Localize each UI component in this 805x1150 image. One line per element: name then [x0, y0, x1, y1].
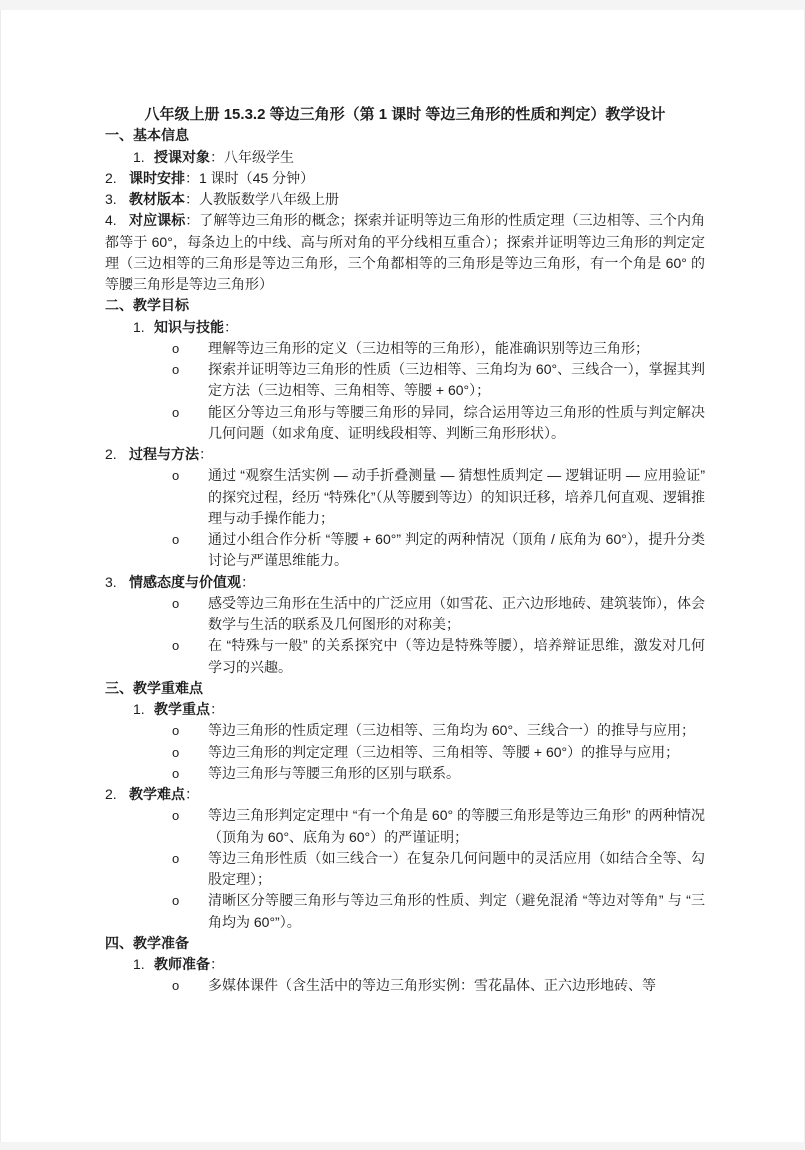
bullet-marker: o — [172, 638, 180, 654]
bullet-text: 在 “特殊与一般” 的关系探究中（等边是特殊等腰），培养辩证思维，激发对几何学习的兴趣。 — [208, 637, 705, 675]
list-item — [105, 189, 705, 210]
list-item — [105, 699, 705, 720]
bullet-item — [105, 742, 705, 763]
bullet-text: 探索并证明等边三角形的性质（三边相等、三角均为 60°、三线合一），掌握其判定方法（三边相等、三角相等、等腰 + 60°）； — [208, 361, 705, 399]
list-item — [105, 784, 705, 805]
list-item — [105, 572, 705, 593]
list-item-label: 情感态度与价值观 — [129, 573, 241, 590]
bullet-marker: o — [172, 404, 180, 420]
bullet-item — [105, 848, 705, 891]
list-item-number: 1. — [133, 318, 145, 335]
list-item-number: 3. — [105, 191, 117, 207]
bullet-marker: o — [172, 468, 180, 484]
list-item-label: 过程与方法 — [129, 446, 199, 462]
bullet-text: 感受等边三角形在生活中的广泛应用（如雪花、正六边形地砖、建筑装饰），体会数学与生活的联系及几何图形的对称美； — [208, 594, 705, 632]
list-item-text: ： — [185, 786, 199, 802]
list-item-label: 教学难点 — [129, 786, 185, 802]
bullet-item — [105, 529, 705, 572]
list-item-number: 4. — [105, 212, 117, 229]
list-item — [105, 954, 705, 975]
section-heading: 三、教学重难点 — [105, 679, 203, 696]
list-item — [105, 210, 705, 295]
list-item-label: 教材版本 — [129, 191, 185, 207]
list-item-number: 1. — [133, 956, 145, 972]
list-item-text: ：八年级学生 — [210, 148, 294, 165]
list-item-text: ： — [210, 701, 224, 717]
bullet-item — [105, 720, 705, 741]
list-item-text: ：了解等边三角形的概念；探索并证明等边三角形的性质定理（三边相等、三个内角都等于 60°，每条边上的中线、高与所对角的平分线相互重合）；探索并证明等边三角形的判定定理（三边相等的三角形是等边三角形，三个角都相等的三角形是等边三角形，有一个角是 60° 的等腰三角形是等边三角形） — [105, 212, 706, 292]
bullet-marker: o — [172, 765, 180, 781]
bullet-text: 理解等边三角形的定义（三边相等的三角形），能准确识别等边三角形； — [208, 339, 649, 356]
document-page — [0, 10, 805, 1142]
section-heading: 一、基本信息 — [105, 127, 189, 144]
list-item-text: ： — [210, 956, 224, 972]
document-title: 八年级上册 15.3.2 等边三角形（第 1 课时 等边三角形的性质和判定）教学设计 — [144, 106, 666, 123]
list-item-number: 2. — [105, 786, 117, 802]
bullet-text: 等边三角形与等腰三角形的区别与联系。 — [208, 764, 460, 781]
list-item-label: 教学重点 — [154, 701, 210, 717]
list-item-number: 2. — [105, 446, 117, 462]
section-heading: 四、教学准备 — [105, 934, 189, 951]
bullet-text: 等边三角形的性质定理（三边相等、三角均为 60°、三线合一）的推导与应用； — [208, 722, 696, 739]
document-sections — [105, 125, 705, 996]
bullet-text: 通过小组合作分析 “等腰 + 60°” 判定的两种情况（顶角 / 底角为 60°），提升分类讨论与严谨思维能力。 — [208, 531, 705, 569]
bullet-text: 能区分等边三角形与等腰三角形的异同，综合运用等边三角形的性质与判定解决几何问题（如求角度、证明线段相等、判断三角形形状）。 — [208, 403, 705, 441]
list-item — [105, 444, 705, 465]
bullet-item — [105, 805, 705, 848]
list-item-number: 2. — [105, 169, 117, 186]
bullet-item — [105, 890, 705, 933]
list-item-number: 1. — [133, 701, 145, 717]
document-content — [1, 10, 804, 997]
bullet-marker: o — [172, 595, 180, 611]
bullet-text: 等边三角形性质（如三线合一）在复杂几何问题中的灵活应用（如结合全等、勾股定理）； — [208, 849, 705, 887]
list-item-label: 课时安排 — [129, 169, 185, 186]
list-item-text: ： — [199, 446, 213, 462]
list-item — [105, 168, 705, 189]
list-item-number: 1. — [133, 148, 145, 165]
bullet-text: 等边三角形的判定定理（三边相等、三角相等、等腰 + 60°）的推导与应用； — [208, 743, 680, 760]
bullet-item — [105, 338, 705, 359]
bullet-item — [105, 763, 705, 784]
bullet-marker: o — [172, 893, 180, 909]
bullet-text: 多媒体课件（含生活中的等边三角形实例：雪花晶体、正六边形地砖、等 — [208, 977, 656, 994]
list-item-text: ：1 课时（45 分钟） — [185, 169, 315, 186]
bullet-item — [105, 635, 705, 678]
list-item-label: 教师准备 — [154, 956, 210, 972]
bullet-marker: o — [172, 808, 180, 824]
bullet-item — [105, 593, 705, 636]
bullet-item — [105, 465, 705, 529]
list-item-label: 授课对象 — [154, 148, 210, 165]
list-item-text: ：人教版数学八年级上册 — [185, 191, 339, 207]
list-item-label: 知识与技能 — [154, 318, 224, 335]
bullet-item — [105, 975, 705, 996]
bullet-text: 通过 “观察生活实例 — 动手折叠测量 — 猜想性质判定 — 逻辑证明 — 应用验证” 的探究过程，经历 “特殊化”（从等腰到等边）的知识迁移，培养几何直观、逻辑推理与动手操作能力； — [208, 467, 705, 526]
bullet-item — [105, 359, 705, 402]
bullet-marker: o — [172, 723, 180, 739]
bullet-marker: o — [172, 532, 180, 547]
bullet-marker: o — [172, 978, 180, 994]
list-item-text: ： — [241, 573, 255, 590]
bullet-marker: o — [172, 362, 180, 377]
bullet-marker: o — [172, 340, 180, 356]
bullet-text: 等边三角形判定定理中 “有一个角是 60° 的等腰三角形是等边三角形” 的两种情况（顶角为 60°、底角为 60°）的严谨证明； — [208, 807, 705, 845]
section-heading: 二、教学目标 — [105, 297, 189, 314]
list-item — [105, 147, 705, 168]
bullet-item — [105, 402, 705, 445]
bullet-text: 清晰区分等腰三角形与等边三角形的性质、判定（避免混淆 “等边对等角” 与 “三角均为 60°”）。 — [208, 892, 705, 930]
list-item-number: 3. — [105, 573, 117, 590]
list-item-label: 对应课标 — [129, 212, 186, 229]
bullet-marker: o — [172, 850, 180, 866]
list-item — [105, 317, 705, 338]
bullet-marker: o — [172, 744, 180, 760]
list-item-text: ： — [224, 318, 238, 335]
